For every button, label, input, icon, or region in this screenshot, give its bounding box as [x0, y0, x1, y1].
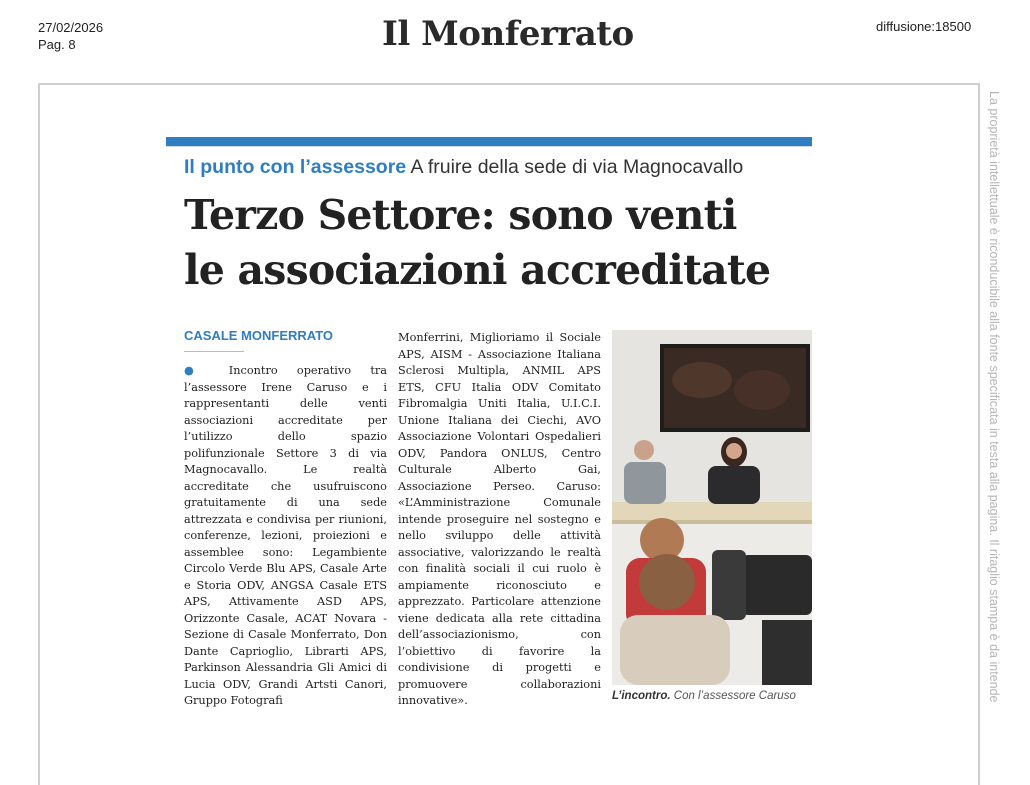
accent-rule [166, 146, 812, 147]
caption-text: Con l’assessore Caruso [673, 690, 796, 702]
issue-date: 27/02/2026 [38, 20, 104, 35]
copyright-note: La proprietà intellettuale è riconducibile alla fonte specificata in testa alla pagina. Il ritaglio stampa è da intende [987, 91, 1001, 703]
bullet-icon: ● [184, 364, 210, 377]
photo-caption [612, 690, 796, 702]
caption-lead: L’incontro. [612, 690, 671, 702]
date-page-block [38, 19, 103, 53]
dateline-rule [184, 351, 244, 352]
page-number: Pag. 8 [38, 37, 76, 52]
circulation-info: diffusione:18500 [876, 19, 972, 34]
headline-line-1: Terzo Settore: sono venti [184, 191, 737, 239]
headline [184, 188, 824, 298]
meeting-photo-illustration [612, 330, 812, 685]
headline-line-2: le associazioni accreditate [184, 246, 771, 294]
article-column-2: Monferrini, Miglioriamo il Sociale APS, AISM - Associazione Italiana Sclerosi Multipla, ANMIL APS ETS, CFU Italia ODV Comitato Fibromalgia Uniti Italia, U.I.C.I. Unione Italiana dei Ciechi, AVO Associazione Volontari Ospedalieri ODV, Pandora ONLUS, Centro Culturale Alberto Gai, Associazione Perseo. Caruso: «L’Amministrazione Comunale intende proseguire nel sostegno e nello sviluppo delle attività associative, valorizzando le realtà con finalità sociali il cui ruolo è ampiamente riconosciuto e apprezzato. Particolare attenzione viene dedicata alla rete cittadina dell’associazionismo, con l’obiettivo di favorire la condivisione di progetti e promuovere collaborazioni innovative». [398, 331, 601, 707]
article-text-1: Incontro operativo tra l’assessore Irene Caruso e i rappresentanti delle venti associazioni accreditate per l’utilizzo dello spazio polifunzionale Settore 3 di via Magnocavallo. Le realtà accreditate che usufruiscono gratuitamente di una sede attrezzata e condivisa per riunioni, conferenze, lezioni, proiezioni e assemblee sono: Legambiente Circolo Verde Blu APS, Casale Arte e Storia ODV, ANGSA Casale ETS APS, Attivamente ASD APS, Orizzonte Casale, ACAT Novara - Sezione di Casale Monferrato, Don Dante Caprioglio, Librarti APS, Parkinson Alessandria Gli Amici di Lucia ODV, Grandi Artsti Canori, Gruppo Fotografi [184, 364, 388, 707]
masthead-logo: Il Monferrato [382, 14, 634, 54]
article-column-1 [184, 363, 387, 710]
kicker-text: A fruire della sede di via Magnocavallo [410, 156, 744, 178]
dateline-place: CASALE MONFERRATO [184, 328, 334, 343]
kicker [184, 156, 743, 179]
kicker-section: Il punto con l’assessore [184, 156, 407, 178]
article-photo [612, 330, 812, 685]
accent-bar [166, 137, 812, 146]
